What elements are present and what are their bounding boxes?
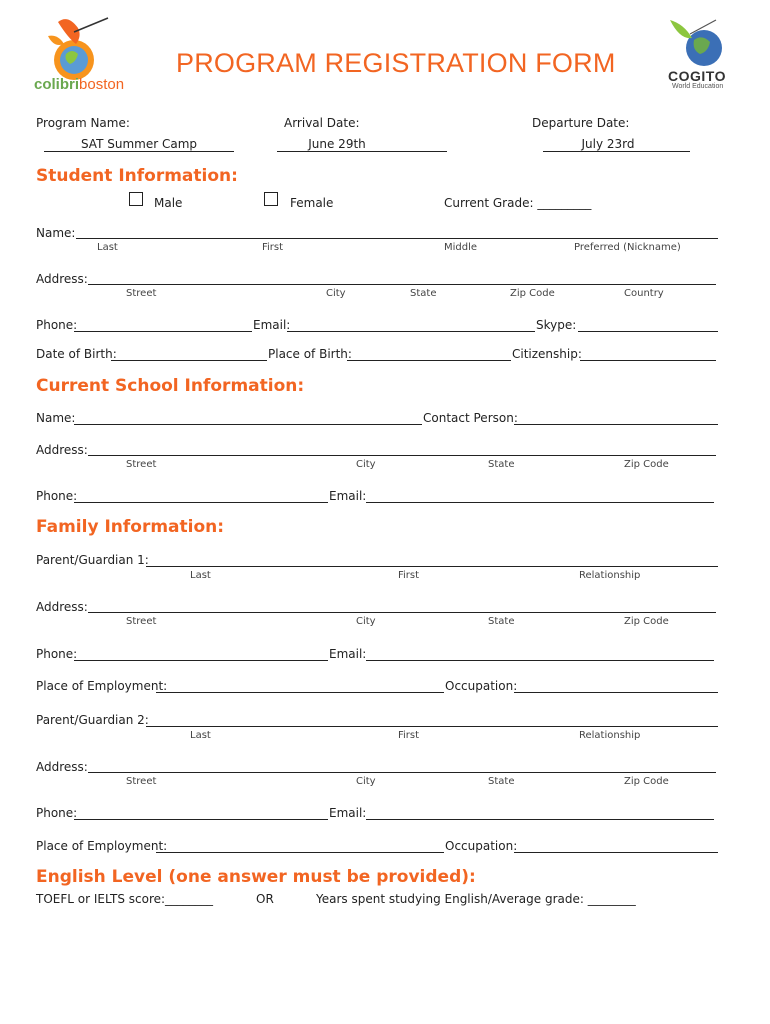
guardian1-address-city: City — [356, 616, 376, 627]
school-phone-field[interactable] — [74, 502, 328, 503]
female-label: Female — [290, 196, 334, 210]
guardian2-part-first: First — [398, 730, 420, 741]
citizenship-label: Citizenship: — [512, 347, 582, 361]
student-address-field[interactable] — [88, 284, 716, 285]
guardian2-phone-field[interactable] — [74, 819, 328, 820]
school-name-label: Name: — [36, 411, 76, 425]
departure-date-field[interactable] — [543, 151, 690, 152]
guardian2-part-last: Last — [190, 730, 211, 741]
guardian1-employment-label: Place of Employment: — [36, 679, 168, 693]
guardian2-employment-label: Place of Employment: — [36, 839, 168, 853]
english-level-heading: English Level (one answer must be provided): — [36, 867, 476, 887]
school-address-label: Address: — [36, 443, 88, 457]
student-skype-field[interactable] — [578, 331, 718, 332]
dob-field[interactable] — [111, 360, 267, 361]
male-checkbox[interactable] — [129, 192, 143, 206]
guardian1-part-first: First — [398, 570, 420, 581]
program-name-label: Program Name: — [36, 116, 130, 130]
address-part-city: City — [326, 288, 346, 299]
page-title: PROGRAM REGISTRATION FORM — [176, 48, 616, 78]
guardian2-address-label: Address: — [36, 760, 88, 774]
citizenship-field[interactable] — [580, 360, 716, 361]
guardian2-name-field[interactable] — [146, 726, 718, 727]
guardian2-phone-label: Phone: — [36, 806, 78, 820]
guardian1-phone-field[interactable] — [74, 660, 328, 661]
student-name-label: Name: — [36, 226, 76, 240]
cogito-brand: COGITO — [668, 68, 726, 84]
school-phone-label: Phone: — [36, 489, 78, 503]
student-phone-field[interactable] — [74, 331, 252, 332]
guardian1-part-relationship: Relationship — [579, 570, 641, 581]
school-info-heading: Current School Information: — [36, 376, 305, 396]
male-label: Male — [154, 196, 183, 210]
guardian1-email-field[interactable] — [366, 660, 714, 661]
guardian2-label: Parent/Guardian 2: — [36, 713, 149, 727]
guardian1-label: Parent/Guardian 1: — [36, 553, 149, 567]
guardian1-address-field[interactable] — [88, 612, 716, 613]
name-part-middle: Middle — [444, 242, 478, 253]
name-part-nickname: Preferred (Nickname) — [574, 242, 681, 253]
student-phone-label: Phone: — [36, 318, 78, 332]
female-checkbox[interactable] — [264, 192, 278, 206]
or-label: OR — [256, 892, 274, 906]
school-email-field[interactable] — [366, 502, 714, 503]
school-address-field[interactable] — [88, 455, 716, 456]
guardian1-email-label: Email: — [329, 647, 367, 661]
family-info-heading: Family Information: — [36, 517, 225, 537]
departure-date-value: July 23rd — [581, 137, 635, 151]
dob-label: Date of Birth: — [36, 347, 117, 361]
pob-field[interactable] — [347, 360, 511, 361]
name-part-first: First — [262, 242, 284, 253]
guardian2-occupation-label: Occupation: — [445, 839, 518, 853]
logo-brand-a: colibri — [34, 76, 80, 93]
guardian2-email-label: Email: — [329, 806, 367, 820]
name-part-last: Last — [97, 242, 118, 253]
student-skype-label: Skype: — [536, 318, 577, 332]
guardian1-occupation-field[interactable] — [514, 692, 718, 693]
school-address-city: City — [356, 459, 376, 470]
colibri-logo-text — [34, 76, 124, 93]
guardian1-employment-field[interactable] — [156, 692, 444, 693]
contact-person-label: Contact Person: — [423, 411, 518, 425]
program-name-value: SAT Summer Camp — [80, 137, 198, 151]
school-address-zip: Zip Code — [624, 459, 669, 470]
guardian2-occupation-field[interactable] — [514, 852, 718, 853]
guardian1-part-last: Last — [190, 570, 211, 581]
guardian1-address-state: State — [488, 616, 515, 627]
guardian2-address-state: State — [488, 776, 515, 787]
guardian2-email-field[interactable] — [366, 819, 714, 820]
guardian2-employment-field[interactable] — [156, 852, 444, 853]
guardian2-address-city: City — [356, 776, 376, 787]
guardian1-occupation-label: Occupation: — [445, 679, 518, 693]
school-address-state: State — [488, 459, 515, 470]
school-name-field[interactable] — [74, 424, 422, 425]
arrival-date-label: Arrival Date: — [284, 116, 360, 130]
guardian1-phone-label: Phone: — [36, 647, 78, 661]
address-part-street: Street — [126, 288, 157, 299]
years-english-field[interactable]: Years spent studying English/Average grade: ________ — [316, 892, 636, 906]
school-address-street: Street — [126, 459, 157, 470]
address-part-country: Country — [624, 288, 664, 299]
guardian1-address-label: Address: — [36, 600, 88, 614]
student-info-heading: Student Information: — [36, 166, 238, 186]
arrival-date-value: June 29th — [308, 137, 366, 151]
student-email-field[interactable] — [287, 331, 535, 332]
guardian1-address-zip: Zip Code — [624, 616, 669, 627]
contact-person-field[interactable] — [514, 424, 718, 425]
student-address-label: Address: — [36, 272, 88, 286]
guardian1-name-field[interactable] — [146, 566, 718, 567]
guardian2-address-zip: Zip Code — [624, 776, 669, 787]
logo-brand-b: boston — [79, 76, 125, 93]
current-grade-field[interactable]: Current Grade: _________ — [444, 196, 592, 210]
program-name-field[interactable] — [44, 151, 234, 152]
school-email-label: Email: — [329, 489, 367, 503]
guardian2-part-relationship: Relationship — [579, 730, 641, 741]
address-part-zip: Zip Code — [510, 288, 555, 299]
guardian1-address-street: Street — [126, 616, 157, 627]
toefl-score-field[interactable]: TOEFL or IELTS score:________ — [36, 892, 214, 906]
student-name-field[interactable] — [76, 238, 718, 239]
departure-date-label: Departure Date: — [532, 116, 630, 130]
globe-icon — [660, 12, 736, 72]
pob-label: Place of Birth: — [268, 347, 352, 361]
guardian2-address-street: Street — [126, 776, 157, 787]
cogito-tagline: World Education — [672, 83, 724, 90]
arrival-date-field[interactable] — [277, 151, 447, 152]
guardian2-address-field[interactable] — [88, 772, 716, 773]
student-email-label: Email: — [253, 318, 291, 332]
address-part-state: State — [410, 288, 437, 299]
